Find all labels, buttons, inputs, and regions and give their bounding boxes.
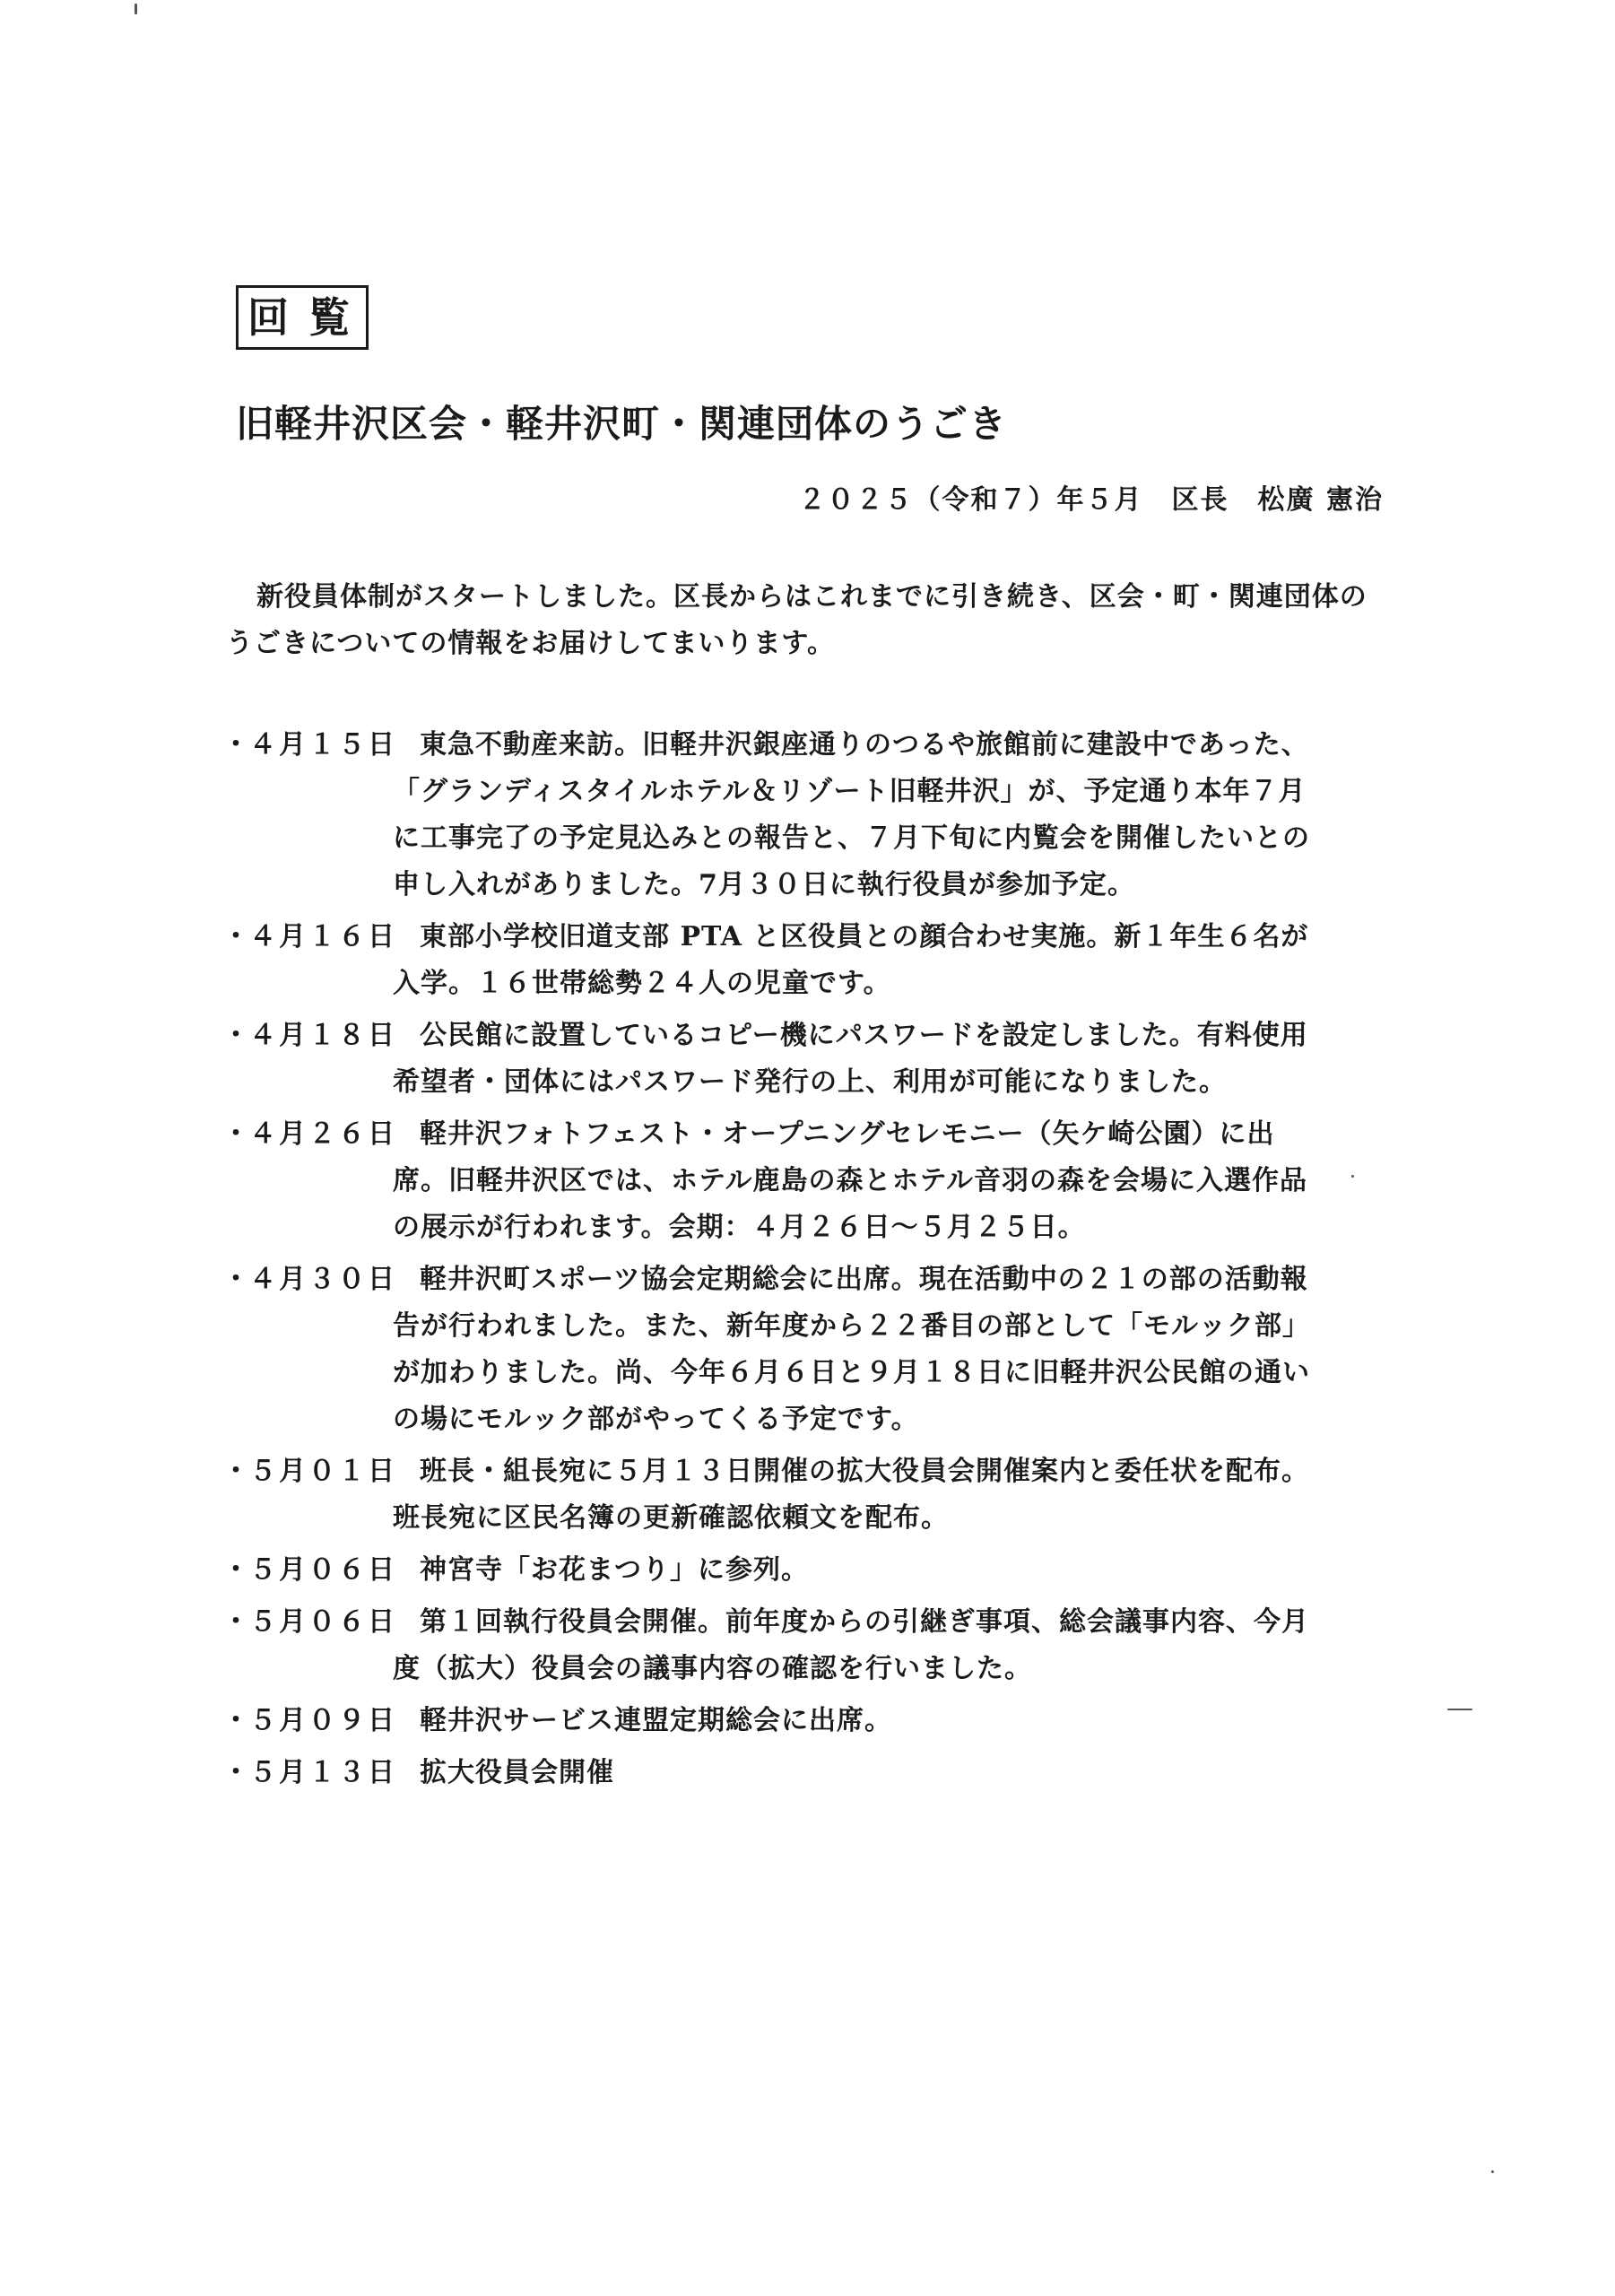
event-description: [393, 1448, 1388, 1542]
event-description: [393, 1111, 1388, 1251]
event-description: [393, 1013, 1388, 1106]
event-date: ・ ４月３０日: [222, 1257, 420, 1303]
event-date: ・ ５月０１日: [222, 1448, 420, 1495]
document-title: 旧軽井沢区会・軽井沢町・関連団体のうごき: [236, 402, 1008, 446]
event-text-line: 班長・組長宛に５月１３日開催の拡大役員会開催案内と委任状を配布。: [420, 1456, 1309, 1487]
event-item: [222, 722, 1388, 909]
event-text-line: 希望者・団体にはパスワード発行の上、利用が可能になりました。: [393, 1066, 1227, 1098]
event-description: [420, 1547, 1388, 1594]
intro-paragraph: 新役員体制がスタートしました。区長からはこれまでに引き続き、区会・町・関連団体のうごきについての情報をお届けしてまいります。: [226, 581, 1368, 659]
event-item: [222, 1547, 1388, 1594]
scan-speck: [1351, 1175, 1354, 1178]
event-description: [393, 914, 1388, 1007]
event-item: [222, 1448, 1388, 1542]
event-date: ・ ５月０６日: [222, 1547, 420, 1594]
event-date: ・ ４月１６日: [222, 914, 420, 961]
event-text-line: 公民館に設置しているコピー機にパスワードを設定しました。有料使用: [420, 1020, 1308, 1051]
event-description: [420, 1750, 1388, 1796]
scan-speck: [135, 4, 137, 14]
event-item: [222, 1750, 1388, 1796]
event-date: ・ ５月１３日: [222, 1750, 420, 1796]
event-text-line: 入学。１６世帯総勢２４人の児童です。: [393, 968, 891, 999]
event-description: [420, 1698, 1388, 1744]
event-text-line: 軽井沢サービス連盟定期総会に出席。: [420, 1705, 892, 1736]
event-item: [222, 1698, 1388, 1744]
event-text-line: 軽井沢フォトフェスト・オープニングセレモニー（矢ケ崎公園）に出: [420, 1118, 1275, 1150]
event-item: [222, 1111, 1388, 1251]
event-description: [393, 1599, 1388, 1692]
event-text-line: 第１回執行役員会開催。前年度からの引継ぎ事項、総会議事内容、今月: [420, 1606, 1309, 1638]
event-text-line: 席。旧軽井沢区では、ホテル鹿島の森とホテル音羽の森を会場に入選作品: [393, 1165, 1307, 1196]
event-item: [222, 1257, 1388, 1443]
scan-speck: [1491, 2170, 1494, 2173]
event-item: [222, 1013, 1388, 1106]
event-text-line: 東部小学校旧道支部 PTA と区役員との顔合わせ実施。新１年生６名が: [420, 921, 1309, 952]
event-text-line: 東急不動産来訪。旧軽井沢銀座通りのつるや旅館前に建設中であった、: [420, 729, 1309, 761]
event-list: [222, 722, 1388, 1802]
event-text-line: 告が行われました。また、新年度から２２番目の部として「モルック部」: [393, 1310, 1310, 1342]
scan-speck: [1447, 1709, 1472, 1710]
event-date: ・ ４月１５日: [222, 722, 420, 769]
event-text-line: 「グランディスタイルホテル＆リゾート旧軽井沢」が、予定通り本年７月: [393, 776, 1307, 807]
event-text-line: 軽井沢町スポーツ協会定期総会に出席。現在活動中の２１の部の活動報: [420, 1264, 1308, 1295]
event-text-line: 拡大役員会開催: [420, 1757, 614, 1788]
event-text-line: 班長宛に区民名簿の更新確認依頼文を配布。: [393, 1502, 949, 1534]
event-date: ・ ４月１８日: [222, 1013, 420, 1059]
event-text-line: に工事完了の予定見込みとの報告と、７月下旬に内覧会を開催したいとの: [393, 822, 1310, 854]
event-date: ・ ４月２６日: [222, 1111, 420, 1158]
event-text-line: の場にモルック部がやってくる予定です。: [393, 1404, 919, 1435]
event-description: [393, 1257, 1388, 1443]
event-text-line: の展示が行われます。会期：４月２６日～５月２５日。: [393, 1212, 1086, 1243]
event-text-line: が加わりました。尚、今年６月６日と９月１８日に旧軽井沢公民館の通い: [393, 1357, 1310, 1388]
event-text-line: 申し入れがありました。7月３０日に執行役員が参加予定。: [393, 869, 1135, 900]
event-text-line: 神宮寺「お花まつり」に参列。: [420, 1554, 809, 1586]
event-item: [222, 1599, 1388, 1692]
date-and-author: ２０２５（令和７）年５月 区長 松廣 憲治: [798, 484, 1384, 516]
circulation-stamp: 回覧: [236, 285, 369, 350]
event-date: ・ ５月０９日: [222, 1698, 420, 1744]
event-date: ・ ５月０６日: [222, 1599, 420, 1646]
event-description: [393, 722, 1388, 909]
event-text-line: 度（拡大）役員会の議事内容の確認を行いました。: [393, 1653, 1032, 1684]
event-item: [222, 914, 1388, 1007]
